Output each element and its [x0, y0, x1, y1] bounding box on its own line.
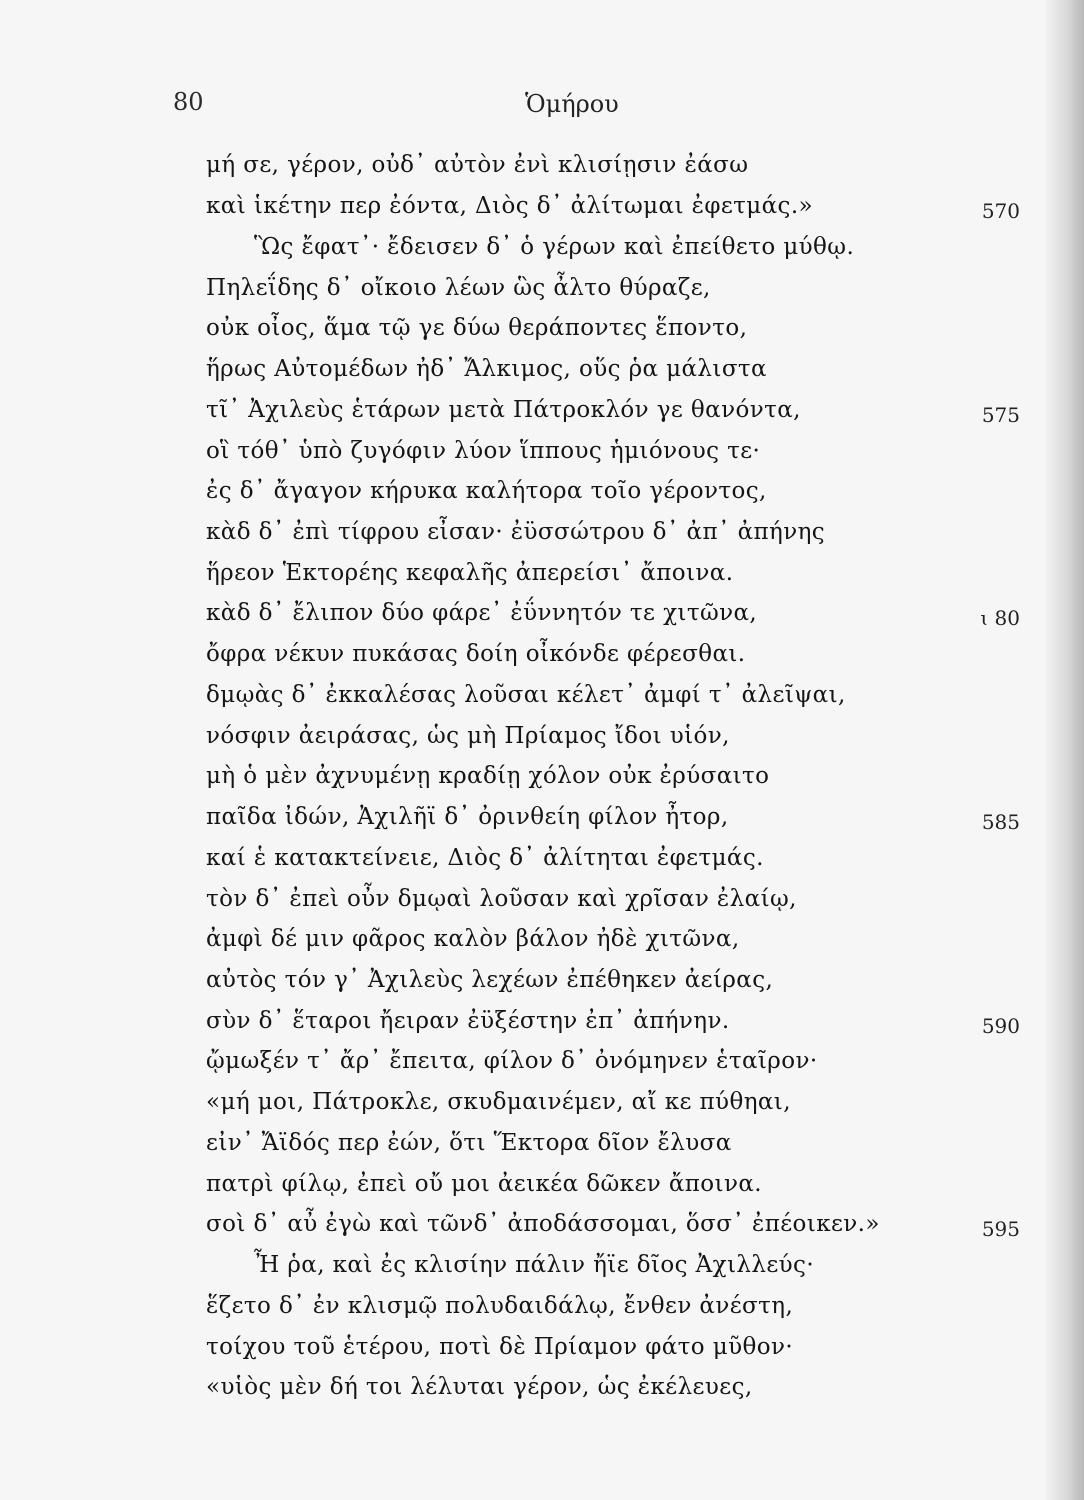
verse-line: πατρὶ φίλῳ, ἐπεὶ οὔ μοι ἀεικέα δῶκεν ἄποινα. [206, 1171, 762, 1197]
verse-line: Ὣς ἔφατ᾽· ἔδεισεν δ᾽ ὁ γέρων καὶ ἐπείθετο μύθῳ. [254, 234, 855, 260]
verse-number: 575 [981, 403, 1020, 427]
verse-line: ἀμφὶ δέ μιν φᾶρος καλὸν βάλον ἠδὲ χιτῶνα, [206, 926, 740, 952]
verse-line: κὰδ δ᾽ ἔλιπον δύο φάρε᾽ ἐΰννητόν τε χιτῶνα, [206, 600, 758, 626]
verse-line: σοὶ δ᾽ αὖ ἐγὼ καὶ τῶνδ᾽ ἀποδάσσομαι, ὅσσ᾽ ἐπέοικεν.» [206, 1211, 880, 1237]
verse-line: τῖ᾽ Ἀχιλεὺς ἑτάρων μετὰ Πάτροκλόν γε θανόντα, [206, 397, 801, 423]
verse-line: «υἱὸς μὲν δή τοι λέλυται γέρον, ὡς ἐκέλευες, [206, 1374, 753, 1400]
verse-line: ᾤμωξέν τ᾽ ἄρ᾽ ἔπειτα, φίλον δ᾽ ὀνόμηνεν ἑταῖρον· [206, 1048, 818, 1074]
verse-line: Πηλεΐδης δ᾽ οἴκοιο λέων ὣς ἆλτο θύραζε, [206, 275, 711, 301]
verse-line: τοίχου τοῦ ἑτέρου, ποτὶ δὲ Πρίαμον φάτο μῦθον· [206, 1334, 794, 1360]
verse-line: δμῳὰς δ᾽ ἐκκαλέσας λοῦσαι κέλετ᾽ ἀμφί τ᾽ ἀλεῖψαι, [206, 682, 846, 708]
verse-line: καί ἑ κατακτείνειε, Διὸς δ᾽ ἀλίτηται ἐφετμάς. [206, 845, 764, 871]
verse-line: «μή μοι, Πάτροκλε, σκυδμαινέμεν, αἴ κε πύθηαι, [206, 1089, 791, 1115]
verse-line: παῖδα ἰδών, Ἀχιλῆϊ δ᾽ ὀρινθείη φίλον ἦτορ, [206, 804, 729, 830]
verse-line: ἥρεον Ἑκτορέης κεφαλῆς ἀπερείσι᾽ ἄποινα. [206, 560, 734, 586]
page-number: 80 [173, 88, 204, 116]
verse-line: οὐκ οἶος, ἅμα τῷ γε δύω θεράποντες ἕποντο, [206, 315, 748, 341]
verse-number: 590 [981, 1014, 1020, 1038]
verse-line: μὴ ὁ μὲν ἀχνυμένῃ κραδίῃ χόλον οὐκ ἐρύσαιτο [206, 763, 770, 789]
verse-number: ɩ 80 [980, 606, 1020, 630]
running-title: Ὁμήρου [525, 90, 619, 118]
verse-line: ἐς δ᾽ ἄγαγον κήρυκα καλήτορα τοῖο γέροντος, [206, 478, 767, 504]
verse-line: μή σε, γέρον, οὐδ᾽ αὐτὸν ἐνὶ κλισίῃσιν ἐάσω [206, 152, 749, 178]
verse-number: 595 [981, 1217, 1020, 1241]
verse-line: κὰδ δ᾽ ἐπὶ τίφρου εἶσαν· ἐϋσσώτρου δ᾽ ἀπ᾽ ἀπήνης [206, 519, 826, 545]
verse-line: σὺν δ᾽ ἕταροι ἤειραν ἐϋξέστην ἐπ᾽ ἀπήνην. [206, 1008, 730, 1034]
verse-line: αὐτὸς τόν γ᾽ Ἀχιλεὺς λεχέων ἐπέθηκεν ἀείρας, [206, 967, 774, 993]
verse-line: καὶ ἱκέτην περ ἐόντα, Διὸς δ᾽ ἀλίτωμαι ἐφετμάς.» [206, 193, 814, 219]
verse-line: ἥρως Αὐτομέδων ἠδ᾽ Ἄλκιμος, οὕς ῥα μάλιστα [206, 356, 767, 382]
verse-line: νόσφιν ἀειράσας, ὡς μὴ Πρίαμος ἴδοι υἱόν, [206, 723, 730, 749]
verse-line: οἳ τόθ᾽ ὑπὸ ζυγόφιν λύον ἵππους ἡμιόνους τε· [206, 438, 761, 464]
verse-line: Ἦ ῥα, καὶ ἐς κλισίην πάλιν ἤϊε δῖος Ἀχιλλεύς· [254, 1252, 815, 1278]
verse-line: ἕζετο δ᾽ ἐν κλισμῷ πολυδαιδάλῳ, ἔνθεν ἀνέστη, [206, 1293, 794, 1319]
verse-line: ὄφρα νέκυν πυκάσας δοίη οἶκόνδε φέρεσθαι. [206, 641, 746, 667]
verse-number: 585 [981, 810, 1020, 834]
verse-number: 570 [981, 199, 1020, 223]
verse-line: τὸν δ᾽ ἐπεὶ οὖν δμῳαὶ λοῦσαν καὶ χρῖσαν ἐλαίῳ, [206, 886, 797, 912]
page-edge-shadow [1046, 0, 1084, 1500]
verse-line: εἰν᾽ Ἄϊδός περ ἐών, ὅτι Ἕκτορα δῖον ἔλυσα [206, 1130, 732, 1156]
